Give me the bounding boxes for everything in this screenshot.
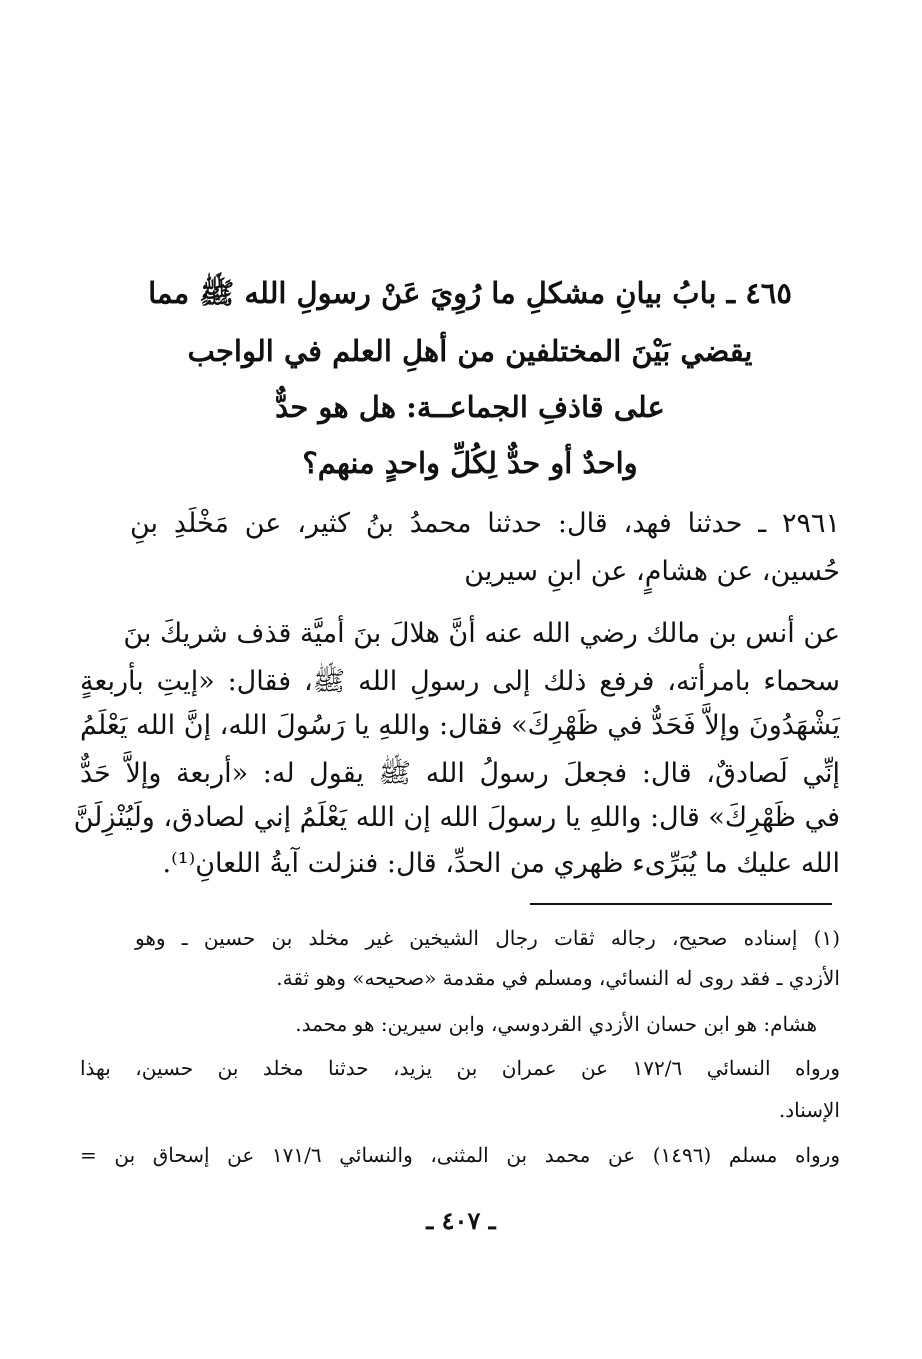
matn-line: عن أنس بن مالك رضي الله عنه أنَّ هلالَ بنَ أميَّة قذف شريكَ بنَ (123, 618, 840, 649)
page-number: ـ ٤٠٧ ـ (426, 1206, 496, 1235)
footnote-separator (530, 903, 832, 905)
footnote-line: ورواه النسائي ١٧٢/٦ عن عمران بن يزيد، حدثنا مخلد بن حسين، بهذا (80, 1056, 840, 1080)
chapter-heading-line: على قاذفِ الجماعــة: هل هو حدٌّ (275, 390, 665, 424)
footnote-line: هشام: هو ابن حسان الأزدي القردوسي، وابن سيرين: هو محمد. (295, 1012, 817, 1036)
footnote-line: ورواه مسلم (١٤٩٦) عن محمد بن المثنى، والنسائي ١٧١/٦ عن إسحاق بن = (80, 1143, 840, 1167)
matn-line: الله عليك ما يُبَرِّىء ظهري من الحدِّ، قال: فنزلت آيةُ اللعانِ⁽¹⁾. (162, 848, 840, 879)
matn-line: إنِّي لَصادقٌ، قال: فجعلَ رسولُ الله ﷺ يقول له: «أربعة وإلاَّ حَدٌّ (80, 758, 840, 789)
footnote-line: (١) إسناده صحيح، رجاله ثقات رجال الشيخين غير مخلد بن حسين ـ وهو (135, 926, 840, 950)
matn-line: في ظَهْرِكَ» قال: واللهِ يا رسولَ الله إن الله يَعْلَمُ إني لصادق، ولَيُنْزِلَنَّ (73, 802, 840, 833)
matn-line: سحماء بامرأته، فرفع ذلك إلى رسولِ الله ﷺ، فقال: «إيتِ بأربعةٍ (80, 666, 840, 697)
matn-line: يَشْهَدُونَ وإلاَّ فَحَدٌّ في ظَهْرِكَ» فقال: واللهِ يا رَسُولَ الله، إنَّ الله يَعْلَمُ (80, 710, 840, 741)
chapter-heading-line: يقضي بَيْنَ المختلفين من أهلِ العلم في الواجب (187, 334, 753, 368)
footnote-line: الإسناد. (778, 1098, 840, 1122)
footnote-line: الأزدي ـ فقد روى له النسائي، ومسلم في مقدمة «صحيحه» وهو ثقة. (276, 966, 840, 990)
isnad-line: ٢٩٦١ ـ حدثنا فهد، قال: حدثنا محمدُ بنُ كثير، عن مَخْلَدِ بنِ (130, 508, 840, 539)
isnad-line: حُسين، عن هشامٍ، عن ابنِ سيرين (464, 556, 840, 587)
chapter-heading-line: واحدٌ أو حدٌّ لِكُلِّ واحدٍ منهم؟ (302, 446, 638, 480)
chapter-heading-line: ٤٦٥ ـ بابُ بيانِ مشكلِ ما رُوِيَ عَنْ رسولِ الله ﷺ مما (148, 276, 792, 310)
